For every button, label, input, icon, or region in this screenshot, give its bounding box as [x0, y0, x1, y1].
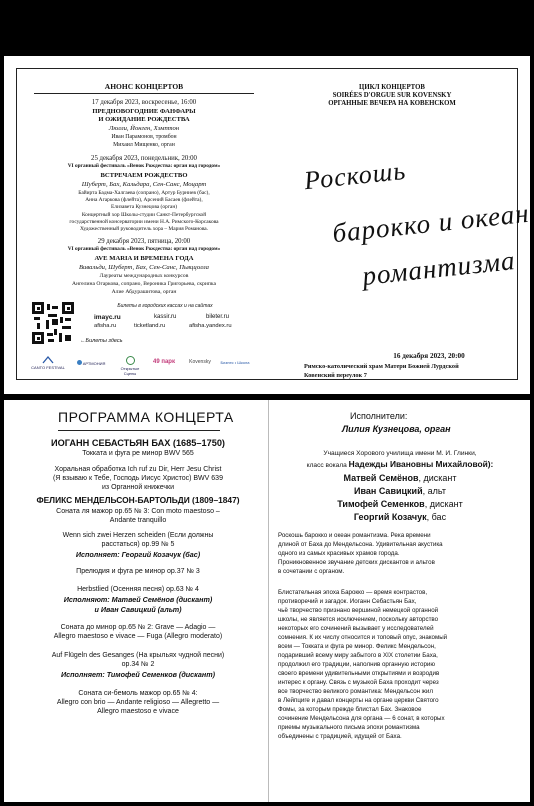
para2-line3: чьё творчество признано вершиной немецкой органной — [278, 607, 439, 614]
event2-line4: Концертный хор Школы-студии Санкт-Петербургской — [81, 212, 207, 218]
m5-line1: Соната до минор ор.65 № 2: Grave — Adagio — — [60, 624, 216, 631]
arrow-left-icon: ← — [80, 338, 86, 344]
students-line2 — [272, 460, 528, 469]
ticket-site-bileter[interactable]: bileter.ru — [206, 314, 230, 320]
cycle-name-fr: SOIRÉES D'ORGUE SUR KOVENSKY — [332, 92, 452, 99]
script-title-line3: романтизма — [360, 245, 517, 291]
event3-line3: Алие Абдурашитова, орган — [111, 289, 177, 295]
performer-role-2: , альт — [422, 486, 446, 496]
announcement-poster — [4, 56, 530, 394]
announce-title: АНОНС КОНЦЕРТОВ — [104, 82, 184, 91]
event2-line6: Художественный руководитель хора – Мария Романова. — [79, 226, 209, 232]
event3-line2: Ангелина Огаркова, сопрано, Вероника Григорьева, скрипка — [72, 281, 216, 287]
logo-kovensky: Kovensky — [189, 359, 211, 365]
para2-line16: приемы музыкального письма эпохи романтизма — [278, 724, 420, 731]
m1-line1: Соната ля мажор ор.65 № 3: Con moto maestoso – — [56, 508, 220, 515]
para2-line13: в Лейпциге и давал концерты на органе церкви Святого — [278, 697, 439, 704]
event2-line3: Елизавета Кузнецова (орган) — [110, 204, 177, 210]
logo-business-school: Бизнес • Школа — [220, 360, 250, 365]
performers-label: Исполнители: — [350, 411, 408, 421]
para2-line17: объединены с традицией, идущей от Баха. — [278, 733, 402, 740]
para2-line12: все творчество великого романтика: Мендельсон жил — [278, 688, 433, 695]
para2-line11: интерес к органу. Связь с музыкой Баха проходит через — [278, 679, 439, 686]
performer-row-1 — [272, 473, 528, 483]
bach-work2-line3: из Органной книжечки — [102, 484, 174, 491]
event1-performer2: Михаил Мищенко, орган — [113, 142, 175, 148]
students-line1: Учащиеся Хорового училища имени М. И. Глинки, — [323, 450, 477, 457]
students-teacher: Надежды Ивановны Михайловой): — [348, 459, 494, 469]
m6-line2: ор.34 № 2 — [121, 661, 155, 668]
cycle-name-ru: ОРГАННЫЕ ВЕЧЕРА НА КОВЕНСКОМ — [328, 100, 456, 107]
m7-line1: Соната си-бемоль мажор ор.65 № 4: — [78, 690, 198, 697]
performer-name-4: Георгий Козачук — [353, 512, 427, 522]
performer-role-1: , дискант — [418, 473, 457, 483]
m6-line1: Auf Flügeln des Gesanges (На крыльях чудной песни) — [51, 652, 225, 659]
ticket-site-imayc[interactable]: imayc.ru — [94, 314, 121, 321]
venue-line1: Римско-католический храм Матери Божией Лурдской — [304, 363, 459, 370]
para2-line4: школы, не является исключением, поскольку авторство — [278, 616, 439, 623]
performer-role-4: , бас — [426, 512, 447, 522]
announce-title-underline — [34, 93, 254, 94]
para1-line2: длиной от Баха до Мендельсона. Удивительная акустика — [278, 541, 443, 548]
performer-name-3: Тимофей Семенков — [337, 499, 425, 509]
bach-work1: Токката и фуга ре минор BWV 565 — [82, 450, 194, 457]
para2-line10: своего времени удивительными открытиями и возродив — [278, 670, 440, 677]
ticket-site-kassir[interactable]: kassir.ru — [154, 314, 177, 320]
organist-text: Лилия Кузнецова, орган — [342, 424, 451, 434]
performer-name-1: Матвей Семёнов — [343, 473, 419, 483]
performer-role-3: , дискант — [424, 499, 463, 509]
m7-line3: Allegro maestoso e vivace — [97, 708, 179, 715]
logo-artmonia: АРТМОНИЯ — [76, 360, 106, 366]
logo-canto-festival: CANTO FESTIVAL — [30, 356, 66, 370]
mendelssohn-name: ФЕЛИКС МЕНДЕЛЬСОН-БАРТОЛЬДИ (1809–1847) — [36, 495, 240, 505]
m4-performer2: и Иван Савицкий (альт) — [94, 605, 182, 614]
artmonia-dot-icon — [77, 360, 82, 365]
performer-name-2: Иван Савицкий — [354, 486, 423, 496]
column-divider — [268, 400, 269, 802]
venue-line2: Ковенский переулок 7 — [304, 372, 367, 379]
performer-row-3 — [272, 499, 528, 509]
canto-logo-icon — [42, 356, 54, 364]
event3-title: AVE MARIA И ВРЕМЕНА ГОДА — [94, 255, 194, 262]
script-title-line2: барокко и океан — [330, 197, 531, 249]
ticket-site-ticketland[interactable]: ticketland.ru — [134, 323, 166, 329]
performer-row-4 — [272, 512, 528, 522]
event3-line1: Лауреаты международных конкурсов — [99, 273, 189, 279]
event1-composers: Люлли, Йонген, Хэмптон — [108, 125, 180, 132]
program-heading-underline — [58, 430, 220, 431]
event2-date: 25 декабря 2023, понедельник, 20:00 — [91, 155, 197, 162]
m2-line2: расстаться) ор.99 № 5 — [101, 541, 175, 548]
para2-line6: сомнения. К их числу относится и топовый опус, знакомый — [278, 634, 448, 641]
m1-line2: Andante tranquillo — [109, 517, 167, 524]
concert-date: 16 декабря 2023, 20:00 — [393, 352, 465, 360]
m4-performer1: Исполняют: Матвей Семёнов (дискант) — [63, 595, 213, 604]
tickets-header: Билеты в городских кассах и на сайтах — [117, 303, 213, 309]
program-heading: ПРОГРАММА КОНЦЕРТА — [58, 409, 234, 425]
para1-line5: в сочетании с органом. — [278, 568, 345, 575]
bach-work2-line1: Хоральная обработка Ich ruf zu Dir, Herr Jesu Christ — [54, 466, 222, 473]
event1-title-line1: ПРЕДНОВОГОДНИЕ ФАНФАРЫ — [92, 108, 196, 115]
event2-line1: Байирта Бадма-Халгаева (сопрано), Артур Бурниев (бас), — [78, 190, 210, 196]
logo-49-park: 49 парк — [153, 359, 175, 365]
m6-performer: Исполняет: Тимофей Семенков (дискант) — [60, 670, 216, 679]
students-line2-prefix: класс вокала — [306, 462, 349, 469]
para2-line14: Фомы, за которым прежде блистал Бах. Знаковое — [278, 706, 422, 713]
para2-line5: некоторых его сочинений вызывает у исследователей — [278, 625, 434, 632]
performer-row-2 — [272, 486, 528, 496]
event2-title: ВСТРЕЧАЕМ РОЖДЕСТВО — [100, 172, 188, 179]
ticket-site-afisha[interactable]: afisha.ru — [94, 323, 117, 329]
tickets-here-note — [80, 338, 123, 344]
bach-name: ИОГАНН СЕБАСТЬЯН БАХ (1685–1750) — [51, 438, 225, 448]
event2-line5: государственной консерватории имени Н.А. Римского-Корсакова — [69, 219, 219, 225]
program-sheet — [4, 400, 530, 802]
organist — [342, 424, 451, 434]
event3-date: 29 декабря 2023, пятница, 20:00 — [97, 238, 191, 245]
para2-line2: противоречий и загадок. Иоганн Себастьян Бах, — [278, 598, 417, 605]
para1-line3: одного из самых красивых храмов города. — [278, 550, 400, 557]
m5-line2: Allegro maestoso e vivace — Fuga (Allegro moderato) — [53, 633, 223, 640]
event2-festival: VI органный фестиваль «Венок Рождества: орган над городом» — [67, 163, 221, 169]
para1-line4: Проникновенное звучание детских дискантов и альтов — [278, 559, 435, 566]
event1-title-line2: И ОЖИДАНИЕ РОЖДЕСТВА — [98, 116, 190, 123]
logo-open-scenes: Открытые Сцены — [116, 356, 144, 376]
para2-line15: сочинение Мендельсона для органа — 6 сонат, в которых — [278, 715, 445, 722]
para2-line1: Блистательная эпоха Барокко — время контрастов, — [278, 589, 428, 596]
ticket-site-afisha-yandex[interactable]: afisha.yandex.ru — [189, 323, 232, 329]
m3: Прелюдия и фуга ре минор ор.37 № 3 — [76, 568, 200, 575]
event1-performer1: Иван Парамонов, тромбон — [111, 134, 177, 140]
qr-code[interactable] — [32, 302, 74, 344]
script-title-line1: Роскошь — [302, 155, 408, 196]
event2-composers: Шуберт, Бах, Кальдара, Сен-Санс, Моцарт — [81, 181, 207, 188]
event3-composers: Вивальди, Шуберт, Бах, Сен-Санс, Пьяццолла — [79, 264, 209, 271]
m2-performer: Исполняет: Георгий Козачук (бас) — [75, 550, 201, 559]
para2-line8: подаривший всему миру забытого в XIX столетии Баха, — [278, 652, 438, 659]
m2-line1: Wenn sich zwei Herzen scheiden (Если должны — [62, 532, 214, 539]
open-scenes-circle-icon — [126, 356, 135, 365]
cycle-label: ЦИКЛ КОНЦЕРТОВ — [359, 84, 425, 91]
m7-line2: Allegro con brio — Andante religioso — Allegretto — — [56, 699, 220, 706]
event3-festival: VI органный фестиваль «Венок Рождества: орган над городом» — [67, 246, 221, 252]
para1-line1: Роскошь барокко и океан романтизма. Река времени — [278, 532, 431, 539]
para2-line7: всем — Токката и фуга ре минор. Феликс Мендельсон, — [278, 643, 436, 650]
para2-line9: продолжил его традиции, наполнив органную историю — [278, 661, 435, 668]
bach-work2-line2: (Я взываю к Тебе, Господь Иисус Христос) BWV 639 — [53, 475, 223, 482]
m4-line1: Herbstlied (Осенняя песня) ор.63 № 4 — [77, 586, 199, 593]
event1-date: 17 декабря 2023, воскресенье, 16:00 — [91, 99, 197, 106]
event2-line2: Анна Агаркова (флейта), Арсений Басаев (флейта), — [85, 197, 203, 203]
tickets-here-label: Билеты здесь — [85, 338, 123, 344]
